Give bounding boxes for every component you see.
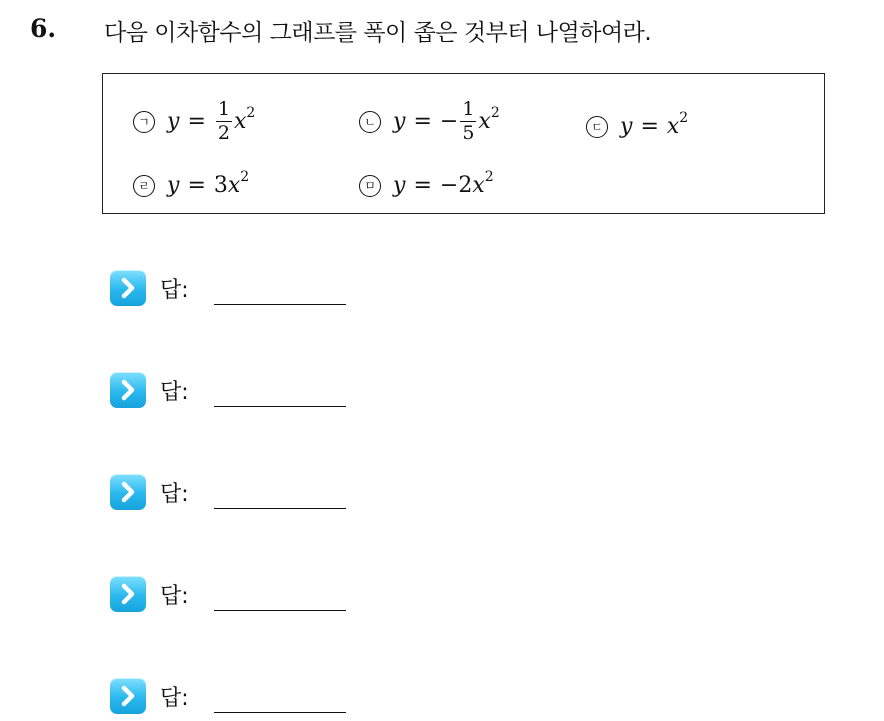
- equation-lhs: y: [620, 114, 633, 139]
- denominator: 2: [217, 122, 230, 144]
- question-text: 다음 이차함수의 그래프를 폭이 좁은 것부터 나열하여라.: [104, 20, 652, 46]
- equation-lhs: y: [393, 173, 406, 198]
- variable: x: [478, 109, 491, 134]
- equation-lhs: y: [393, 109, 406, 134]
- question-number: 6.: [30, 14, 57, 43]
- coefficient: 2: [458, 173, 473, 198]
- choices-box: [102, 73, 825, 214]
- answer-row-3: [110, 474, 189, 510]
- answer-blank[interactable]: [214, 712, 346, 713]
- choice-marker: ㄹ: [133, 175, 155, 197]
- answer-label: 답:: [160, 277, 189, 303]
- equals-sign: =: [187, 173, 206, 198]
- equals-sign: =: [413, 109, 432, 134]
- equation-lhs: y: [167, 109, 180, 134]
- choice-4: [133, 168, 250, 198]
- coefficient: 3: [213, 173, 228, 198]
- fraction: [216, 100, 232, 143]
- answer-row-2: [110, 372, 189, 408]
- chevron-right-icon: [110, 270, 146, 306]
- variable: x: [233, 109, 247, 134]
- equals-sign: =: [413, 173, 432, 198]
- answer-label: 답:: [160, 583, 189, 609]
- variable: x: [227, 173, 241, 198]
- minus-sign: −: [439, 109, 459, 134]
- exponent: 2: [240, 168, 250, 185]
- answer-row-5: [110, 678, 189, 714]
- answer-blank[interactable]: [214, 406, 346, 407]
- chevron-right-icon: [110, 474, 146, 510]
- answer-blank[interactable]: [214, 610, 346, 611]
- equation: [167, 100, 255, 143]
- equation: [393, 100, 500, 143]
- choice-marker: ㄱ: [133, 111, 155, 133]
- equals-sign: =: [187, 109, 206, 134]
- exponent: 2: [679, 109, 689, 126]
- chevron-right-icon: [110, 576, 146, 612]
- fraction: [460, 100, 476, 143]
- answer-blank[interactable]: [214, 304, 346, 305]
- equals-sign: =: [640, 114, 659, 139]
- chevron-right-icon: [110, 678, 146, 714]
- choice-1: [133, 100, 255, 143]
- choice-marker: ㄴ: [359, 111, 381, 133]
- chevron-right-icon: [110, 372, 146, 408]
- denominator: 5: [462, 122, 475, 144]
- answer-label: 답:: [160, 481, 189, 507]
- numerator: 1: [462, 98, 475, 120]
- variable: x: [472, 173, 485, 198]
- answer-label: 답:: [160, 379, 189, 405]
- choice-5: [359, 168, 494, 198]
- equation-lhs: y: [167, 173, 180, 198]
- variable: x: [666, 114, 680, 139]
- equation: [167, 168, 250, 198]
- exponent: 2: [484, 168, 494, 185]
- choice-marker: ㄷ: [586, 116, 608, 138]
- equation: [393, 168, 494, 198]
- numerator: 1: [217, 98, 230, 120]
- exponent: 2: [246, 104, 256, 121]
- minus-sign: −: [439, 173, 459, 198]
- choice-2: [359, 100, 500, 143]
- exponent: 2: [490, 104, 500, 121]
- answer-label: 답:: [160, 685, 189, 711]
- equation: [620, 109, 689, 139]
- choice-marker: ㅁ: [359, 175, 381, 197]
- answer-blank[interactable]: [214, 508, 346, 509]
- answer-row-4: [110, 576, 189, 612]
- choice-3: [586, 109, 689, 139]
- answer-row-1: [110, 270, 189, 306]
